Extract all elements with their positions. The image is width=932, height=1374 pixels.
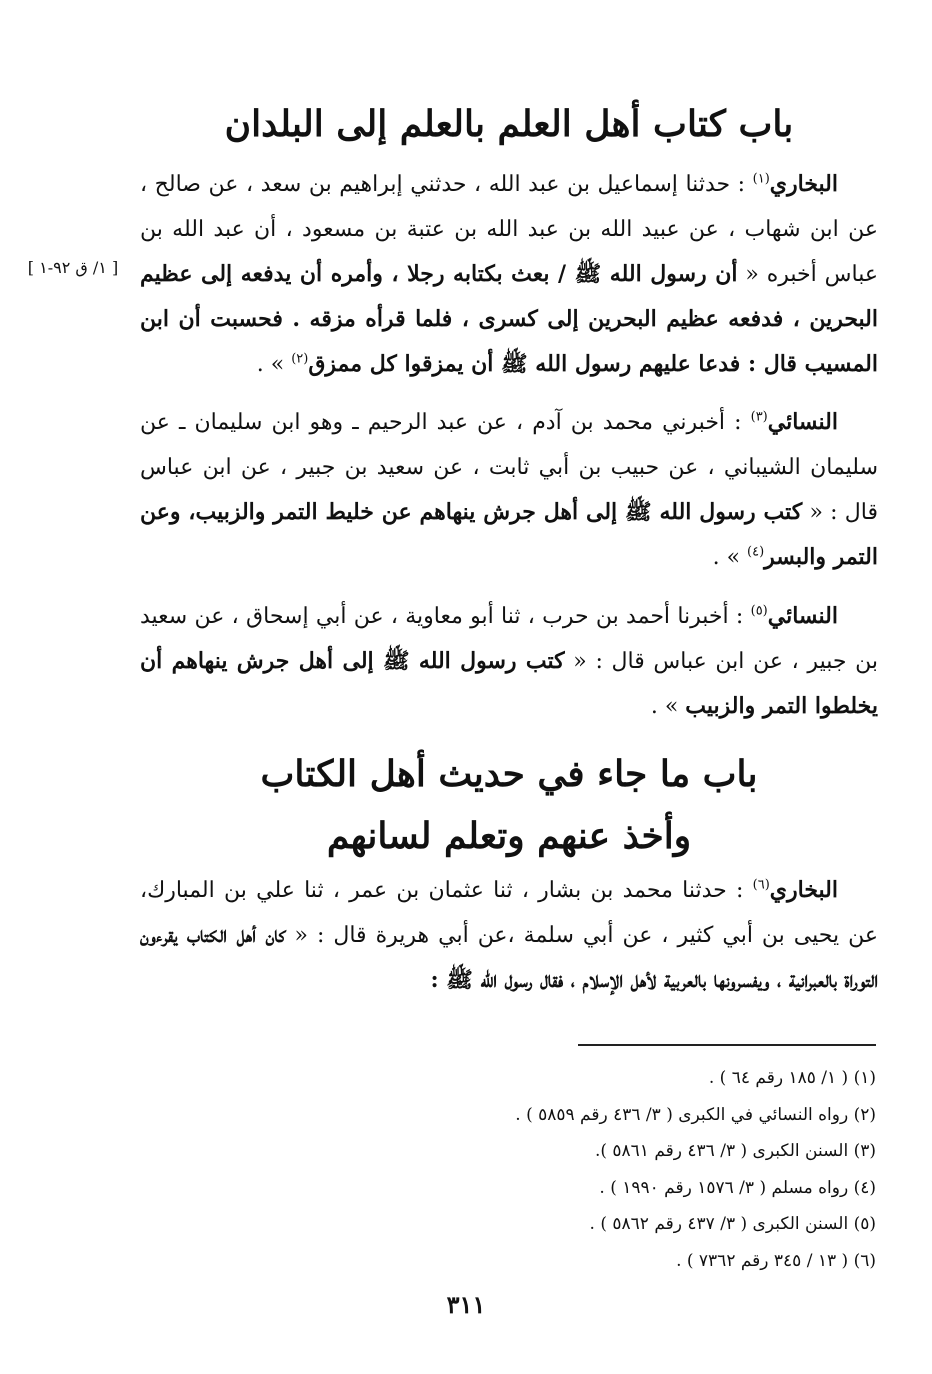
hadith-end: » . (712, 545, 748, 570)
footnote-item: (٢) رواه النسائي في الكبرى ( ٣/ ٤٣٦ رقم ٥٨٥٩ ) . (515, 1104, 876, 1125)
footnote-item: (٣) السنن الكبرى ( ٣/ ٤٣٦ رقم ٥٨٦١ ). (594, 1141, 876, 1161)
footnote-ref[interactable]: (٢) (291, 351, 309, 367)
hadith-chain: : أخبرني محمد بن آدم ، عن عبد الرحيم ـ وهو ابن سليمان ـ عن سليمان الشيباني ، عن حبيب بن أبي ثابت ، عن سعيد بن جبير ، عن ابن عباس قال : « (140, 410, 878, 525)
hadith-bukhari-1 (140, 162, 878, 387)
footnote-ref[interactable]: (٦) (752, 877, 770, 893)
hadith-chain: : أخبرنا أحمد بن حرب ، ثنا أبو معاوية ، عن أبي إسحاق ، عن سعيد بن جبير ، عن ابن عباس قال : « (140, 604, 879, 674)
footnote-ref[interactable]: (٤) (747, 544, 765, 560)
hadith-source: النسائي (767, 409, 838, 435)
hadith-nasai-1 (140, 400, 878, 580)
chapter-heading-2-line-2: وأخذ عنهم وتعلم لسانهم (326, 815, 692, 857)
hadith-source: البخاري (769, 877, 838, 903)
hadith-text: كان أهل الكتاب يقرءون التوراة بالعبرانية ، ويفسرونها بالعربية لأهل الإسلام ، فقال رسول الله ﷺ : (140, 922, 878, 993)
hadith-nasai-2 (140, 594, 878, 729)
hadith-text: كتب رسول الله ﷺ إلى أهل جرش ينهاهم عن خليط التمر والزبيب، وعن التمر والبسر (140, 499, 878, 570)
hadith-chain: : حدثنا محمد بن بشار ، ثنا عثمان بن عمر ، ثنا علي بن المبارك، عن يحيى بن أبي كثير ، عن أبي سلمة ،عن أبي هريرة قال : « (140, 878, 878, 948)
hadith-source: البخاري (769, 171, 838, 197)
hadith-end: » . (650, 694, 686, 719)
chapter-heading-1: باب كتاب أهل العلم بالعلم إلى البلدان (224, 103, 794, 145)
footnote-item: (١) ( ١/ ١٨٥ رقم ٦٤ ) . (708, 1068, 876, 1088)
hadith-chain: : حدثنا إسماعيل بن عبد الله ، حدثني إبراهيم بن سعد ، عن صالح ، عن ابن شهاب ، عن عبيد الله بن عبد الله بن عتبة بن مسعود ، أن عبد الله بن عباس أخبره « (140, 172, 878, 287)
footnote-item: (٥) السنن الكبرى ( ٣/ ٤٣٧ رقم ٥٨٦٢ ) . (589, 1214, 876, 1234)
hadith-source: النسائي (767, 603, 838, 629)
hadith-text: كتب رسول الله ﷺ إلى أهل جرش ينهاهم أن يخلطوا التمر والزبيب (140, 648, 878, 719)
footnote-ref[interactable]: (٣) (750, 409, 768, 425)
footnote-separator (578, 1044, 876, 1046)
footnote-item: (٤) رواه مسلم ( ٣/ ١٥٧٦ رقم ١٩٩٠ ) . (599, 1177, 876, 1198)
hadith-bukhari-2 (140, 868, 878, 1003)
footnotes (400, 1060, 876, 1279)
footnote-item: (٦) ( ١٣ / ٣٤٥ رقم ٧٣٦٢ ) . (676, 1250, 876, 1271)
footnote-ref[interactable]: (١) (752, 171, 770, 187)
page-number: ٣١١ (446, 1290, 486, 1319)
hadith-end: » . (256, 352, 292, 377)
margin-manuscript-ref: [ ١/ ق ٩٢-١ ] (27, 258, 119, 277)
hadith-text: أن رسول الله ﷺ / بعث بكتابه رجلا ، وأمره أن يدفعه إلى عظيم البحرين ، فدفعه عظيم البحرين إلى كسرى ، فلما قرأه مزقه . فحسبت أن ابن المسيب قال : فدعا عليهم رسول الله ﷺ أن يمزقوا كل ممزق (140, 261, 878, 377)
footnote-ref[interactable]: (٥) (750, 603, 768, 619)
chapter-heading-2-line-1: باب ما جاء في حديث أهل الكتاب (260, 753, 758, 795)
